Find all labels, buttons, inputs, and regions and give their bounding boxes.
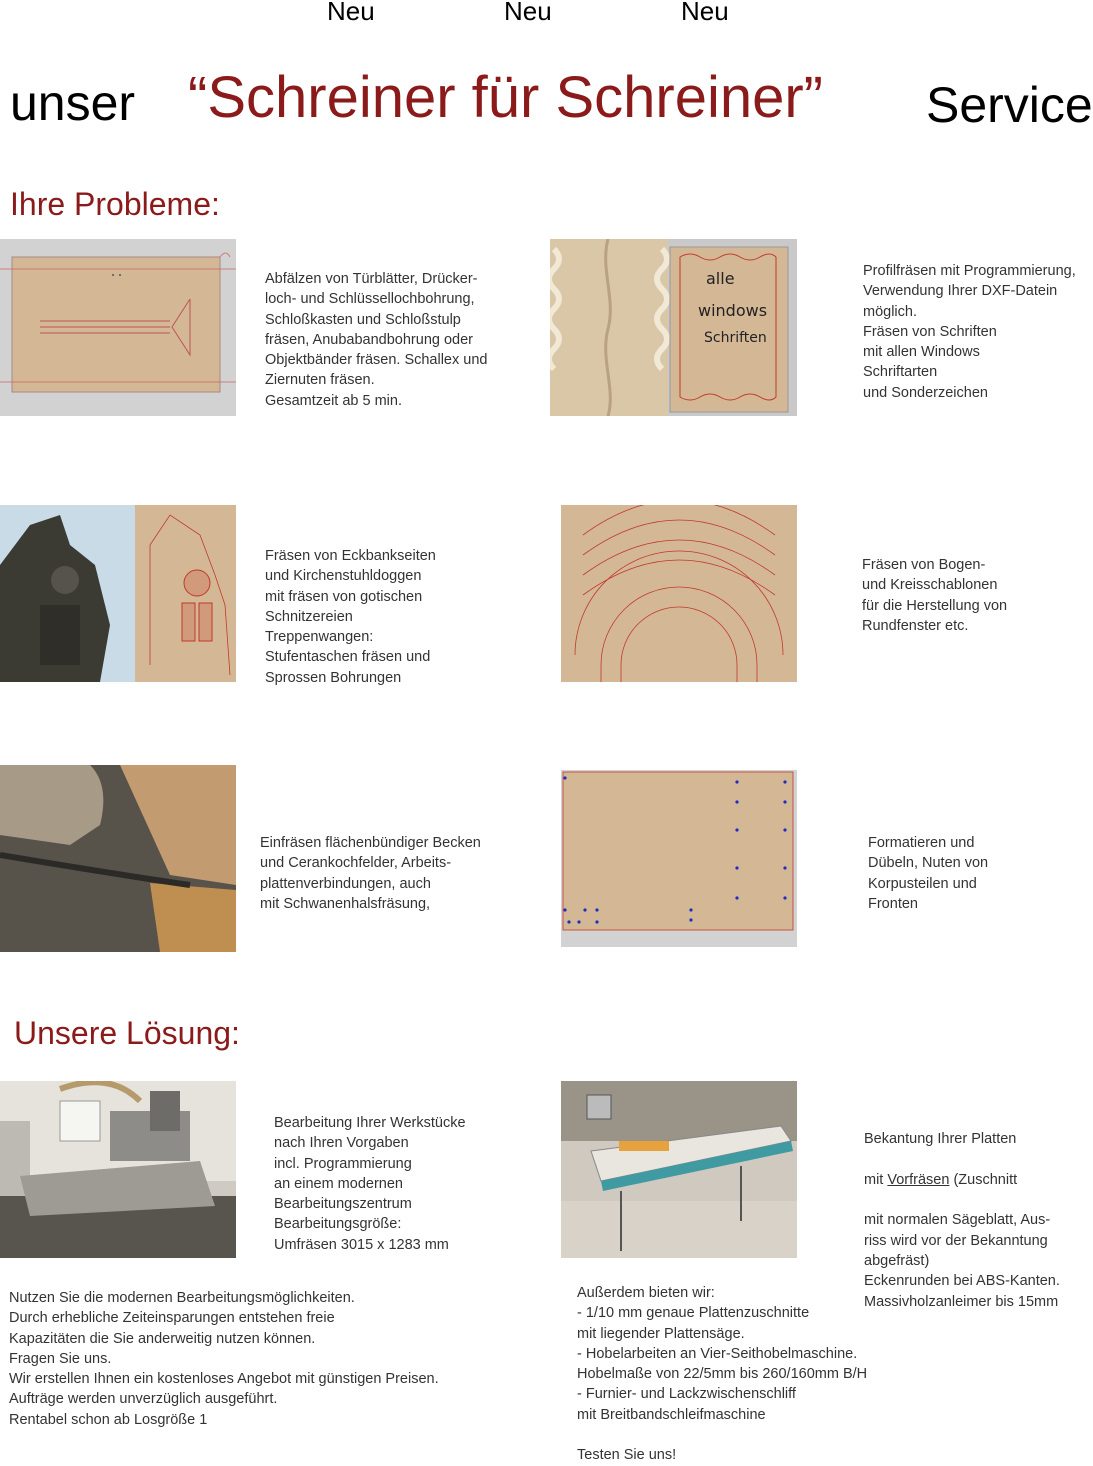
- problems-heading: Ihre Probleme:: [10, 186, 220, 222]
- neu-label-1: Neu: [327, 0, 375, 26]
- edgebanding-line2-post: (Zuschnitt: [949, 1171, 1018, 1188]
- door-milling-text: Abfälzen von Türblätter, Drücker- loch- und Schlüssellochbohrung, Schloßkasten und Schloßstulp fräsen, Anubabandbohrung oder Objektbänder fräsen. Schallex und Ziernuten fräsen. Gesamtzeit ab 5 min.: [265, 271, 488, 409]
- image-word-schriften: Schriften: [704, 330, 767, 346]
- profile-lettering-image: [550, 239, 797, 416]
- bench-carving-image: [0, 505, 236, 682]
- panel-drilling-image: [561, 770, 797, 947]
- benefits-text: Nutzen Sie die modernen Bearbeitungsmöglichkeiten. Durch erhebliche Zeiteinsparungen entstehen freie Kapazitäten die Sie anderweitig nutzen können. Fragen Sie uns. Wir erstellen Ihnen ein kostenloses Angebot mit günstigen Preisen. Aufträge werden unverzüglich ausgeführt. Rentabel schon ab Losgröße 1: [9, 1290, 439, 1428]
- edgebander-machine-image: [561, 1081, 797, 1258]
- neu-label-3: Neu: [681, 0, 729, 26]
- edgebanding-text: [864, 1109, 1060, 1312]
- edgebanding-line2-pre: mit: [864, 1171, 888, 1188]
- cnc-machine-image: [0, 1081, 236, 1258]
- cnc-machining-text: Bearbeitung Ihrer Werkstücke nach Ihren Vorgaben incl. Programmierung an einem modernen Bearbeitungszentrum Bearbeitungsgröße: Umfräsen 3015 x 1283 mm: [274, 1115, 466, 1253]
- neu-label-2: Neu: [504, 0, 552, 26]
- edgebanding-line1: Bekantung Ihrer Platten: [864, 1131, 1017, 1148]
- sink-milling-text: Einfräsen flächenbündiger Becken und Cerankochfelder, Arbeits- plattenverbindungen, auch mit Schwanenhalsfräsung,: [260, 835, 481, 912]
- sink-countertop-image: [0, 765, 236, 952]
- profile-milling-text: Profilfräsen mit Programmierung, Verwendung Ihrer DXF-Datein möglich. Fräsen von Schriften mit allen Windows Schriftarten und Sonderzeichen: [863, 263, 1076, 401]
- additional-services-text: Außerdem bieten wir: - 1/10 mm genaue Plattenzuschnitte mit liegender Plattensäge. - Hobelarbeiten an Vier-Seithobelmaschine. Hobelmaße von 22/5mm bis 260/160mm B/H - Furnier- und Lackzwischenschliff mit Breitbandschleifmaschine Testen Sie uns!: [577, 1285, 868, 1464]
- header-left-word: unser: [10, 75, 136, 131]
- solution-heading: Unsere Lösung:: [14, 1015, 240, 1051]
- arch-template-image: [561, 505, 797, 682]
- image-word-alle: alle: [706, 269, 735, 288]
- format-dowel-text: Formatieren und Dübeln, Nuten von Korpusteilen und Fronten: [868, 835, 989, 912]
- door-drawing-image: [0, 239, 236, 416]
- arch-milling-text: Fräsen von Bogen- und Kreisschablonen für die Herstellung von Rundfenster etc.: [862, 557, 1008, 634]
- edgebanding-rest: mit normalen Sägeblatt, Aus- riss wird vor der Bekanntung abgefräst) Eckenrunden bei ABS-Kanten. Massivholzanleimer bis 15mm: [864, 1212, 1060, 1310]
- bench-milling-text: Fräsen von Eckbankseiten und Kirchenstuhldoggen mit fräsen von gotischen Schnitzereien Treppenwangen: Stufentaschen fräsen und Sprossen Bohrungen: [265, 548, 436, 686]
- header-right-word: Service: [926, 77, 1093, 133]
- image-word-windows: windows: [698, 301, 768, 320]
- edgebanding-underlined-word: Vorfräsen: [887, 1171, 950, 1188]
- page-title: “Schreiner für Schreiner”: [188, 65, 823, 130]
